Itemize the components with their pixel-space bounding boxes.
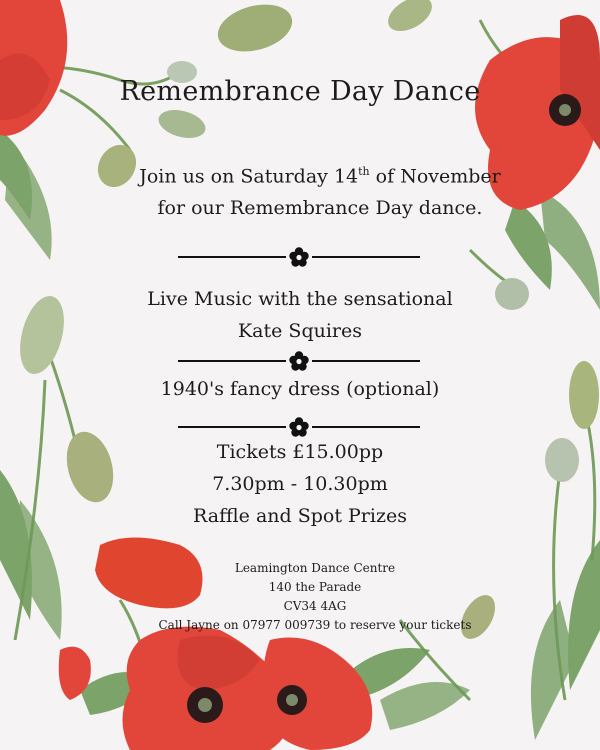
invite-line-1: Join us on Saturday 14th of November (139, 165, 501, 188)
venue-postcode: CV34 4AG (283, 599, 347, 613)
prizes-info: Raffle and Spot Prizes (193, 505, 407, 527)
divider-flower-icon (289, 247, 309, 267)
performer-name: Kate Squires (237, 320, 362, 342)
divider-line (312, 256, 420, 258)
venue-address (0, 559, 600, 635)
invite-line-2: for our Remembrance Day dance. (157, 197, 483, 220)
dress-code: 1940's fancy dress (optional) (160, 378, 440, 400)
venue-street: 140 the Parade (268, 580, 362, 594)
divider-1 (178, 247, 420, 267)
ticket-price: Tickets £15.00pp (216, 441, 384, 463)
divider-line (312, 426, 420, 428)
music-line-1: Live Music with the sensational (147, 288, 453, 310)
event-details (0, 436, 600, 532)
divider-line (312, 360, 420, 362)
booking-contact: Call Jayne on 07977 009739 to reserve your tickets (158, 618, 472, 632)
invite-text (0, 156, 600, 224)
event-time: 7.30pm - 10.30pm (212, 473, 388, 495)
divider-line (178, 426, 286, 428)
divider-flower-icon (289, 417, 309, 437)
divider-2 (178, 351, 420, 371)
divider-line (178, 360, 286, 362)
divider-flower-icon (289, 351, 309, 371)
divider-3 (178, 417, 420, 437)
music-info (0, 283, 600, 347)
divider-line (178, 256, 286, 258)
event-title: Remembrance Day Dance (119, 76, 481, 107)
venue-name: Leamington Dance Centre (234, 561, 396, 575)
